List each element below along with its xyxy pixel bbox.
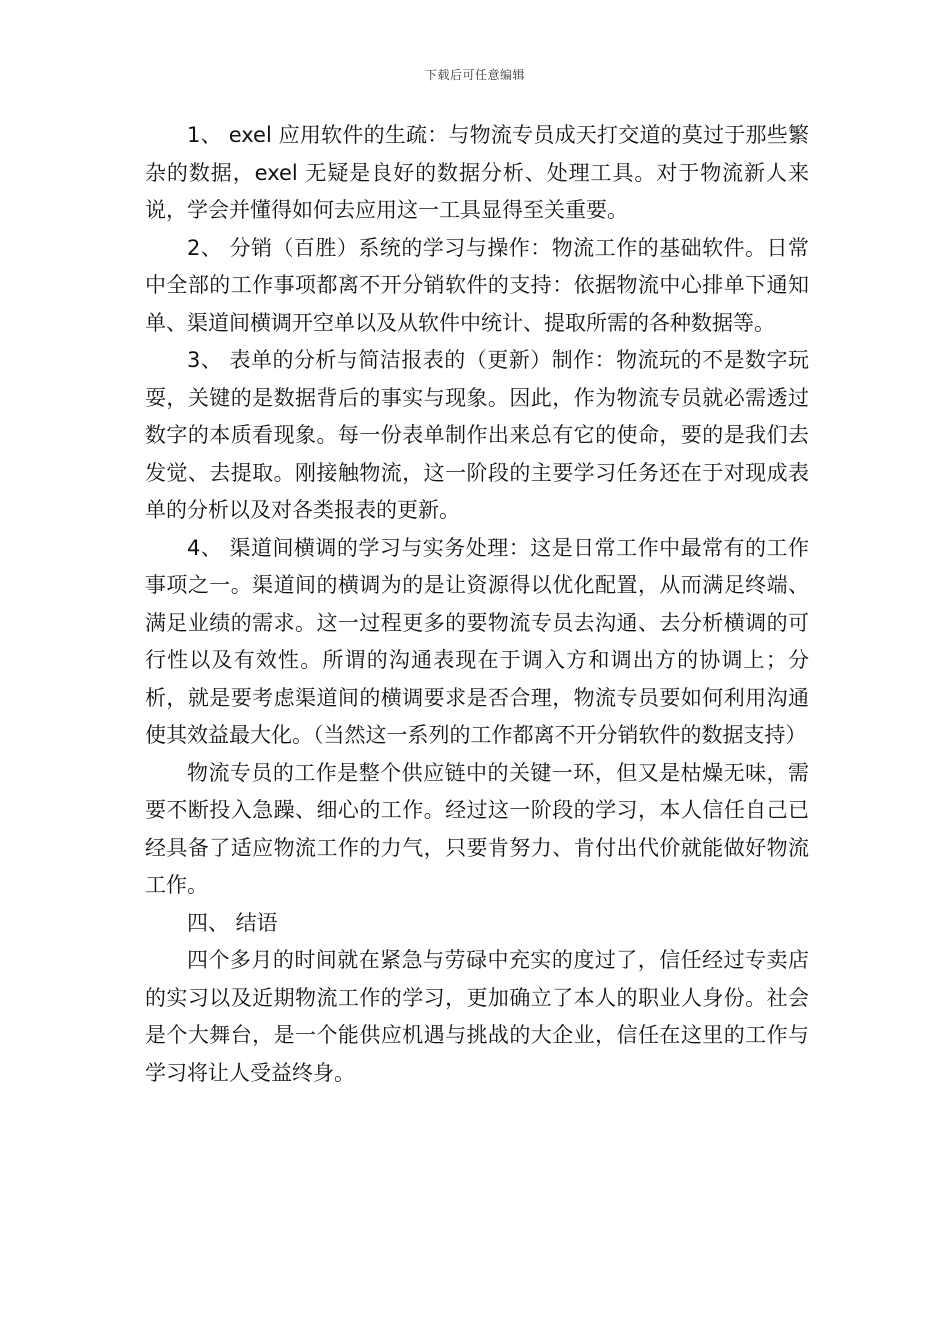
paragraph-summary: 物流专员的工作是整个供应链中的关键一环，但又是枯燥无味，需要不断投入急躁、细心的工作。经过这一阶段的学习，本人信任自己已经具备了适应物流工作的力气，只要肯努力、肯付出代价就能做好物流工作。 <box>145 760 809 897</box>
page-header-note: 下载后可任意编辑 <box>424 68 525 82</box>
document-body <box>145 117 809 1092</box>
paragraph-item-2: 2、 分销（百胜）系统的学习与操作：物流工作的基础软件。日常中全部的工作事项都离不开分销软件的支持：依据物流中心排单下通知单、渠道间横调开空单以及从软件中统计、提取所需的各种数据等。 <box>145 235 809 335</box>
paragraph-item-4: 4、 渠道间横调的学习与实务处理：这是日常工作中最常有的工作事项之一。渠道间的横调为的是让资源得以优化配置，从而满足终端、满足业绩的需求。这一过程更多的要物流专员去沟通、去分析横调的可行性以及有效性。所谓的沟通表现在于调入方和调出方的协调上；分析，就是要考虑渠道间的横调要求是否合理，物流专员要如何利用沟通使其效益最大化。（当然这一系列的工作都离不开分销软件的数据支持） <box>145 535 809 747</box>
paragraph-item-1: 1、 exel 应用软件的生疏：与物流专员成天打交道的莫过于那些繁杂的数据，exel 无疑是良好的数据分析、处理工具。对于物流新人来说，学会并懂得如何去应用这一工具显得至关重要。 <box>145 123 809 222</box>
section-heading-conclusion: 四、 结语 <box>187 910 278 935</box>
paragraph-item-3: 3、 表单的分析与简洁报表的（更新）制作：物流玩的不是数字玩耍，关键的是数据背后的事实与现象。因此，作为物流专员就必需透过数字的本质看现象。每一份表单制作出来总有它的使命，要的是我们去发觉、去提取。刚接触物流，这一阶段的主要学习任务还在于对现成表单的分析以及对各类报表的更新。 <box>145 348 809 522</box>
paragraph-conclusion: 四个多月的时间就在紧急与劳碌中充实的度过了，信任经过专卖店的实习以及近期物流工作的学习，更加确立了本人的职业人身份。社会是个大舞台，是一个能供应机遇与挑战的大企业，信任在这里的工作与学习将让人受益终身。 <box>145 948 809 1085</box>
